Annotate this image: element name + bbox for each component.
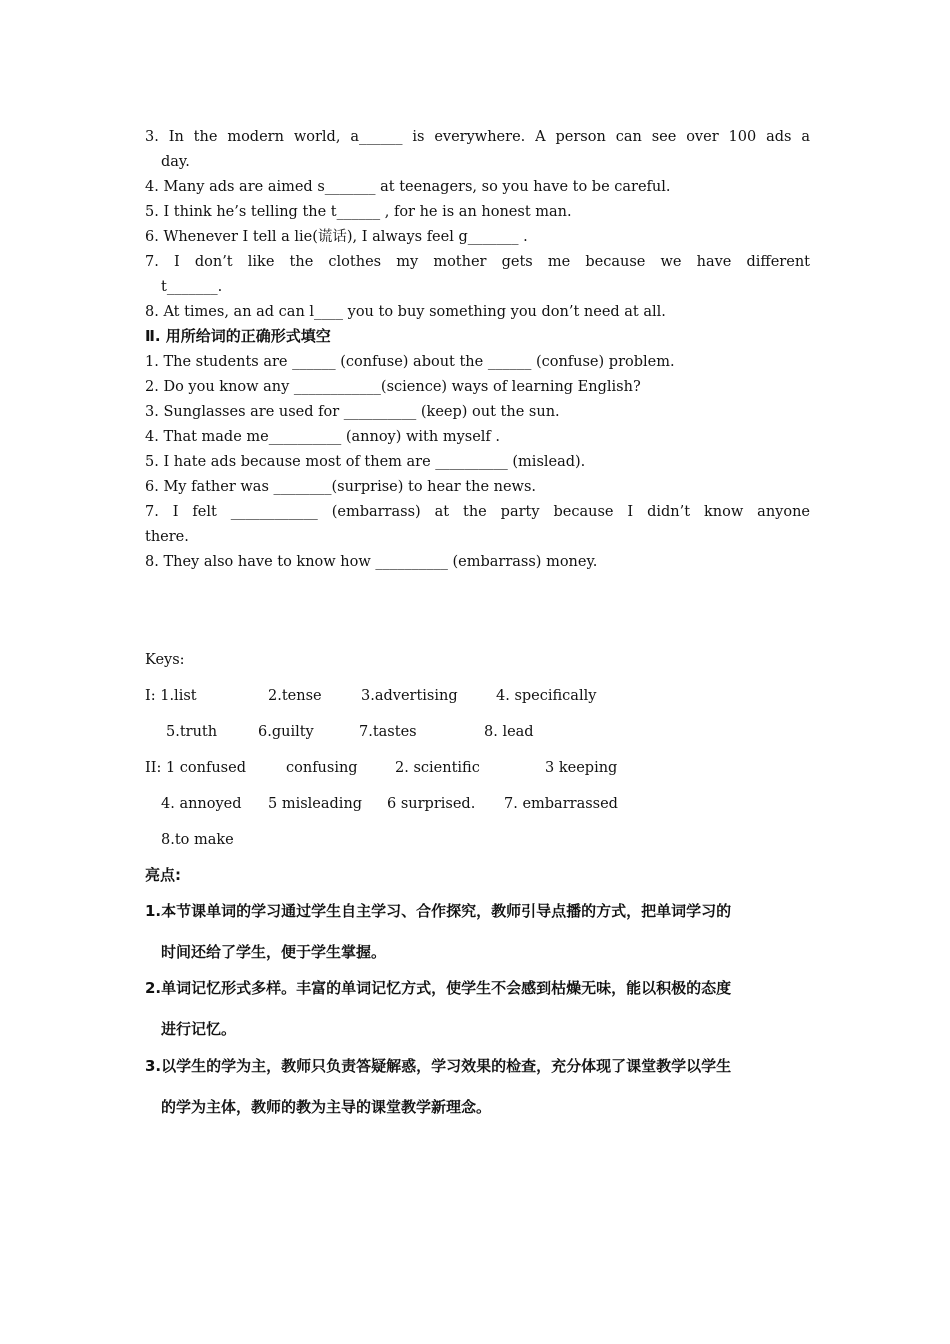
key-1-1: I: 1.list — [145, 688, 197, 704]
exercise-1-item-4: 4. Many ads are aimed s_______ at teenagers, so you have to be careful. — [145, 179, 671, 195]
exercise-2-item-7-line2: there. — [145, 529, 189, 545]
exercise-2-item-3: 3. Sunglasses are used for __________ (keep) out the sun. — [145, 404, 560, 420]
highlights-title: 亮点: — [145, 866, 181, 884]
key-2-7: 7. embarrassed — [504, 796, 618, 812]
exercise-1-item-3-line1: 3. In the modern world, a______ is everywhere. A person can see over 100 ads a — [145, 129, 810, 145]
highlight-1-line2: 时间还给了学生，便于学生掌握。 — [161, 943, 387, 961]
exercise-1-item-5: 5. I think he’s telling the t______ , for he is an honest man. — [145, 204, 572, 220]
highlight-1-line1: 1.本节课单词的学习通过学生自主学习、合作探究，教师引导点播的方式，把单词学习的 — [145, 902, 732, 920]
exercise-2-item-8: 8. They also have to know how __________ (embarrass) money. — [145, 554, 598, 570]
exercise-2-item-7-line1: 7. I felt ____________ (embarrass) at the party because I didn’t know anyone — [145, 504, 810, 520]
exercise-2-item-5: 5. I hate ads because most of them are __________ (mislead). — [145, 454, 586, 470]
key-1-6: 6.guilty — [258, 724, 314, 740]
key-2-1a: II: 1 confused — [145, 760, 246, 776]
key-1-4: 4. specifically — [496, 688, 597, 704]
key-2-8: 8.to make — [161, 832, 234, 848]
key-1-3: 3.advertising — [361, 688, 458, 704]
exercise-2-item-4: 4. That made me__________ (annoy) with myself . — [145, 429, 501, 445]
highlight-2-line1: 2.单词记忆形式多样。丰富的单词记忆方式，使学生不会感到枯燥无味，能以积极的态度 — [145, 979, 732, 997]
exercise-1-item-3-line2: day. — [161, 154, 190, 170]
key-2-4: 4. annoyed — [161, 796, 242, 812]
key-1-8: 8. lead — [484, 724, 534, 740]
exercise-1-item-7-line1: 7. I don’t like the clothes my mother gets me because we have different — [145, 254, 810, 270]
key-2-1b: confusing — [286, 760, 358, 776]
key-1-5: 5.truth — [166, 724, 218, 740]
highlight-3-line2: 的学为主体，教师的教为主导的课堂教学新理念。 — [161, 1098, 492, 1116]
key-1-2: 2.tense — [268, 688, 322, 704]
exercise-2-item-1: 1. The students are ______ (confuse) about the ______ (confuse) problem. — [145, 354, 675, 370]
highlight-2-line2: 进行记忆。 — [161, 1020, 237, 1038]
exercise-1-item-6: 6. Whenever I tell a lie(谎话), I always feel g_______ . — [145, 229, 528, 245]
exercise-2-item-2: 2. Do you know any ____________(science) ways of learning English? — [145, 379, 641, 395]
key-1-7: 7.tastes — [359, 724, 417, 740]
keys-title: Keys: — [145, 652, 185, 668]
exercise-1-item-7-line2: t_______. — [161, 279, 223, 295]
exercise-1-item-8: 8. At times, an ad can l____ you to buy something you don’t need at all. — [145, 304, 666, 320]
exercise-2-item-6: 6. My father was ________(surprise) to hear the news. — [145, 479, 537, 495]
key-2-5: 5 misleading — [268, 796, 363, 812]
highlight-3-line1: 3.以学生的学为主，教师只负责答疑解惑，学习效果的检查，充分体现了课堂教学以学生 — [145, 1057, 732, 1075]
key-2-2: 2. scientific — [395, 760, 480, 776]
key-2-6: 6 surprised. — [387, 796, 476, 812]
section-2-heading: Ⅱ. 用所给词的正确形式填空 — [145, 327, 331, 345]
key-2-3: 3 keeping — [545, 760, 618, 776]
